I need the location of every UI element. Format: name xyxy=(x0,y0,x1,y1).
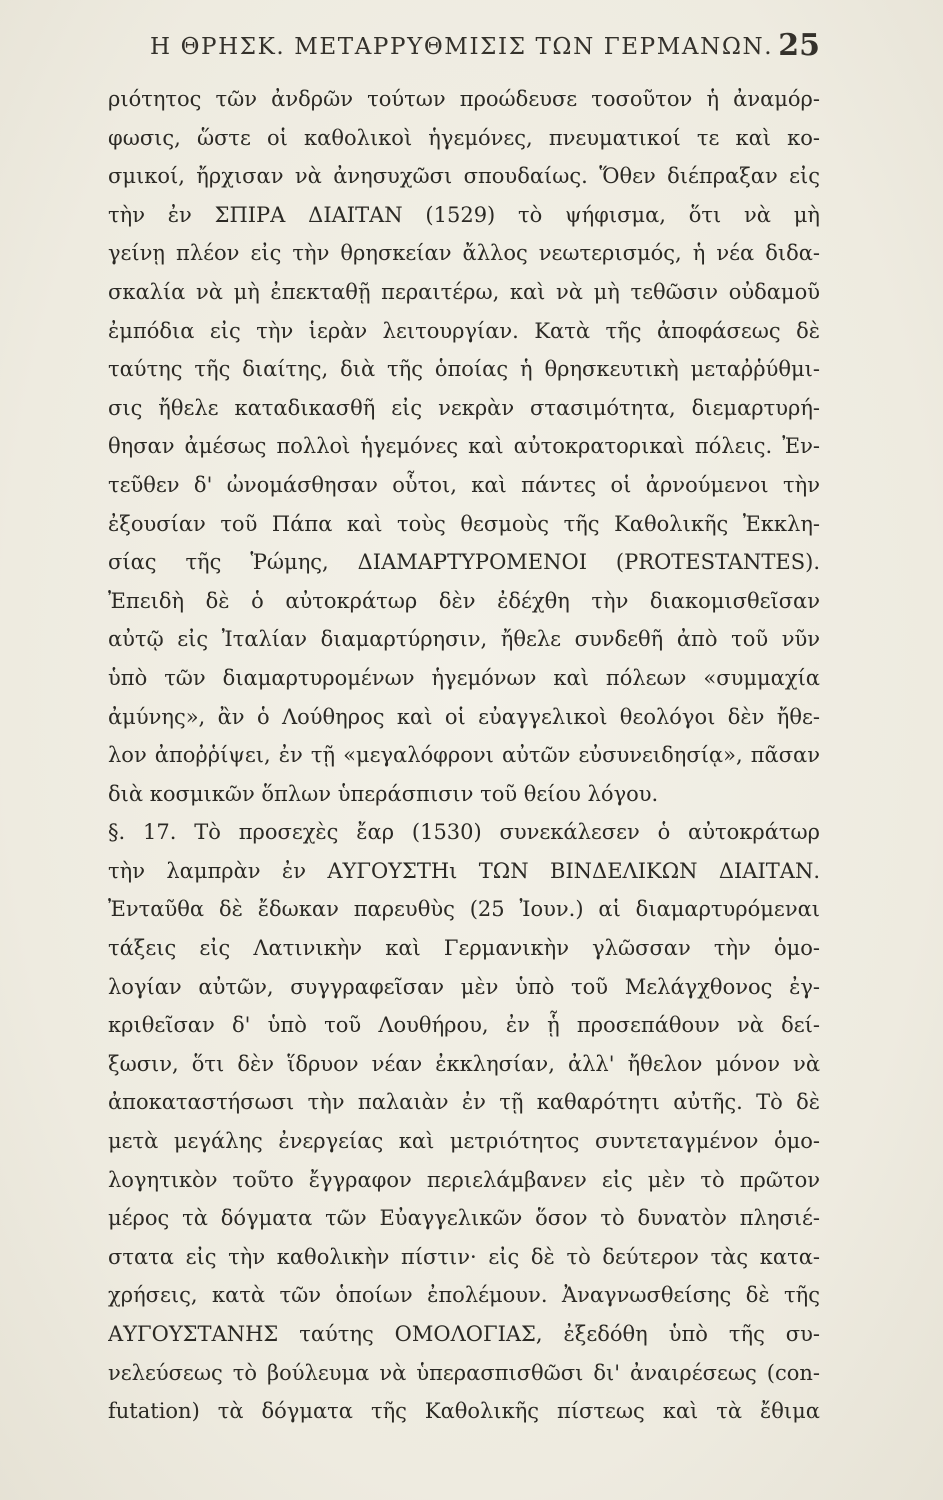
running-title: Η ΘΡΗΣΚ. ΜΕΤΑΡΡΥΘΜΙΣΙΣ ΤΩΝ ΓΕΡΜΑΝΩΝ. xyxy=(150,34,774,60)
text-line: ἐξουσίαν τοῦ Πάπα καὶ τοὺς θεσμοὺς τῆς Καθολικῆς Ἐκκλη- xyxy=(108,511,820,536)
text-line: μέρος τὰ δόγματα τῶν Εὐαγγελικῶν ὅσον τὸ δυνατὸν πλησιέ- xyxy=(108,1206,820,1231)
text-line: κριθεῖσαν δ' ὑπὸ τοῦ Λουθήρου, ἐν ᾗ προσεπάθουν νὰ δεί- xyxy=(108,1013,820,1038)
text-line: ἀποκαταστήσωσι τὴν παλαιὰν ἐν τῇ καθαρότητι αὐτῆς. Τὸ δὲ xyxy=(108,1090,820,1115)
text-line: ΑΥΓΟΥΣΤΑΝΗΣ ταύτης ΟΜΟΛΟΓΙΑΣ, ἐξεδόθη ὑπὸ τῆς συ- xyxy=(108,1322,820,1346)
text-line: γείνῃ πλέον εἰς τὴν θρησκείαν ἄλλος νεωτερισμός, ἡ νέα διδα- xyxy=(108,241,820,266)
text-line: διὰ κοσμικῶν ὅπλων ὑπεράσπισιν τοῦ θείου λόγου. xyxy=(108,781,659,806)
text-line: futation) τὰ δόγματα τῆς Καθολικῆς πίστεως καὶ τὰ ἔθιμα xyxy=(108,1399,820,1424)
text-line: νελεύσεως τὸ βούλευμα νὰ ὑπερασπισθῶσι δι' ἀναιρέσεως (con- xyxy=(108,1360,820,1385)
section-heading-line: §. 17. Τὸ προσεχὲς ἔαρ (1530) συνεκάλεσεν ὁ αὐτοκράτωρ xyxy=(108,820,820,845)
text-line: σκαλία νὰ μὴ ἐπεκταθῇ περαιτέρω, καὶ νὰ μὴ τεθῶσιν οὐδαμοῦ xyxy=(108,279,820,304)
text-line: μετὰ μεγάλης ἐνεργείας καὶ μετριότητος συντεταγμένον ὁμο- xyxy=(108,1129,820,1154)
text-line: ὑπὸ τῶν διαμαρτυρομένων ἡγεμόνων καὶ πόλεων «συμμαχία xyxy=(108,665,820,690)
text-line: ριότητος τῶν ἀνδρῶν τούτων προώδευσε τοσοῦτον ἡ ἀναμόρ- xyxy=(108,87,820,111)
text-line: Ἐπειδὴ δὲ ὁ αὐτοκράτωρ δὲν ἐδέχθη τὴν διακομισθεῖσαν xyxy=(108,588,820,613)
body-text xyxy=(108,80,820,1469)
text-line: ἐμπόδια εἰς τὴν ἱερὰν λειτουργίαν. Κατὰ τῆς ἀποφάσεως δὲ xyxy=(108,318,820,343)
text-line: ξωσιν, ὅτι δὲν ἵδρυον νέαν ἐκκλησίαν, ἀλλ' ἤθελον μόνον νὰ xyxy=(108,1051,820,1076)
text-line: ἀμύνης», ἂν ὁ Λούθηρος καὶ οἱ εὐαγγελικοὶ θεολόγοι δὲν ἤθε- xyxy=(108,704,820,729)
text-line: αὐτῷ εἰς Ἰταλίαν διαμαρτύρησιν, ἤθελε συνδεθῆ ἀπὸ τοῦ νῦν xyxy=(108,627,820,652)
text-line: ταύτης τῆς διαίτης, διὰ τῆς ὁποίας ἡ θρησκευτικὴ μεταῤῥύθμι- xyxy=(108,357,820,382)
text-line: λον ἀποῤῥίψει, ἐν τῇ «μεγαλόφρονι αὐτῶν εὐσυνειδησίᾳ», πᾶσαν xyxy=(108,743,820,768)
text-line: λογίαν αὐτῶν, συγγραφεῖσαν μὲν ὑπὸ τοῦ Μελάγχθονος ἐγ- xyxy=(108,974,820,999)
text-line: τὴν λαμπρὰν ἐν ΑΥΓΟΥΣΤΗι ΤΩΝ ΒΙΝΔΕΛΙΚΩΝ ΔΙΑΙΤΑΝ. xyxy=(108,858,820,883)
text-line: λογητικὸν τοῦτο ἔγγραφον περιελάμβανεν εἰς μὲν τὸ πρῶτον xyxy=(108,1167,820,1192)
text-line xyxy=(108,1431,820,1470)
page-number: 25 xyxy=(778,28,820,63)
text-line: τὴν ἐν ΣΠΙΡΑ ΔΙΑΙΤΑΝ (1529) τὸ ψήφισμα, ὅτι νὰ μὴ xyxy=(108,202,820,227)
text-line: χρήσεις, κατὰ τῶν ὁποίων ἐπολέμουν. Ἀναγνωσθείσης δὲ τῆς xyxy=(108,1283,820,1308)
text-line: τάξεις εἰς Λατινικὴν καὶ Γερμανικὴν γλῶσσαν τὴν ὁμο- xyxy=(108,936,820,961)
text-line: σις ἤθελε καταδικασθῆ εἰς νεκρὰν στασιμότητα, διεμαρτυρή- xyxy=(108,395,820,420)
text-line: σμικοί, ἤρχισαν νὰ ἀνησυχῶσι σπουδαίως. Ὅθεν διέπραξαν εἰς xyxy=(108,164,820,189)
text-line: στατα εἰς τὴν καθολικὴν πίστιν· εἰς δὲ τὸ δεύτερον τὰς κατα- xyxy=(108,1244,820,1269)
page-header xyxy=(150,28,820,68)
text-line: τεῦθεν δ' ὠνομάσθησαν οὗτοι, καὶ πάντες οἱ ἀρνούμενοι τὴν xyxy=(108,472,820,497)
text-line: σίας τῆς Ῥώμης, ΔΙΑΜΑΡΤΥΡΟΜΕΝΟΙ (PROTESTANTES). xyxy=(108,550,820,575)
text-line: θησαν ἀμέσως πολλοὶ ἡγεμόνες καὶ αὐτοκρατορικαὶ πόλεις. Ἐν- xyxy=(108,434,820,459)
text-line: φωσις, ὥστε οἱ καθολικοὶ ἡγεμόνες, πνευματικοί τε καὶ κο- xyxy=(108,125,820,150)
text-line: Ἐνταῦθα δὲ ἔδωκαν παρευθὺς (25 Ἰουν.) αἱ διαμαρτυρόμεναι xyxy=(108,897,820,922)
